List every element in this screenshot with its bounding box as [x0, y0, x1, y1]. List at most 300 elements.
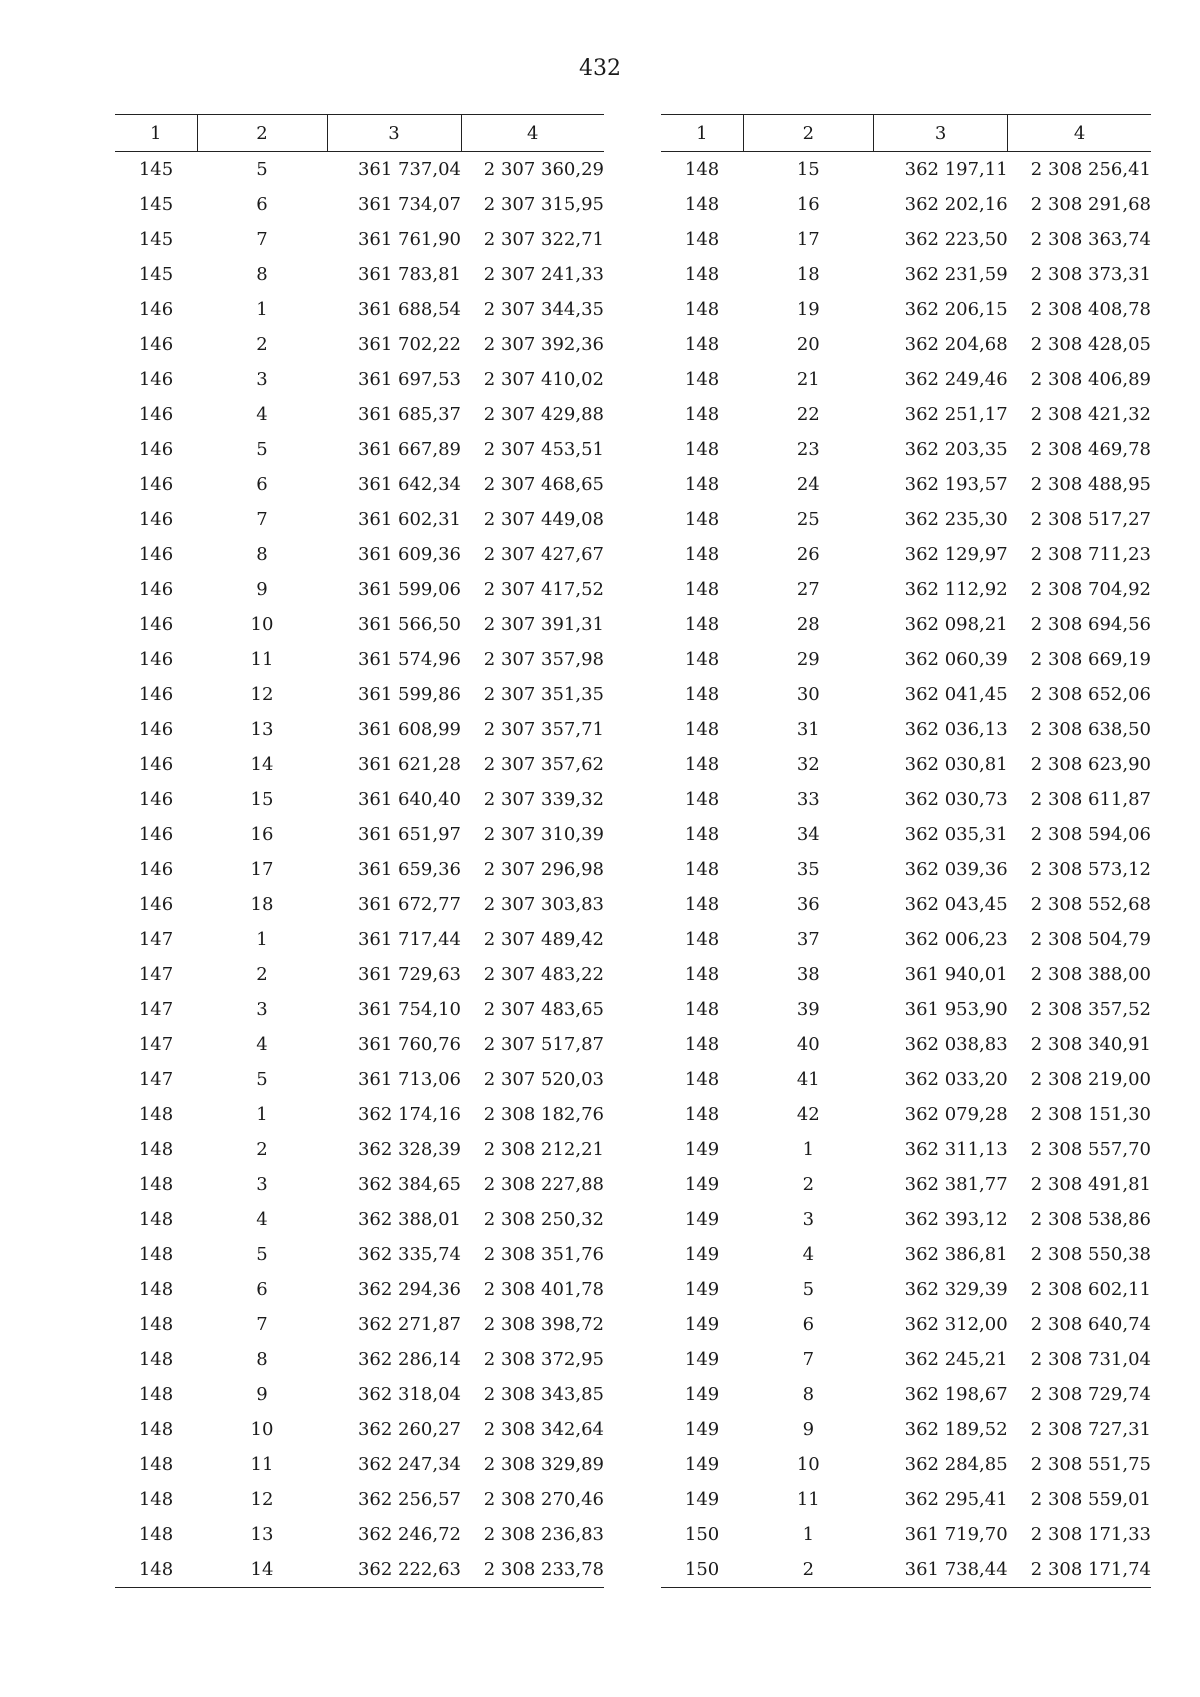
object-number-cell: 148: [684, 299, 720, 320]
table-row: [115, 642, 604, 677]
table-row: [115, 1097, 604, 1132]
table-row: [115, 1482, 604, 1517]
y-coordinate-cell: 2 308 602,11: [1030, 1279, 1151, 1300]
table-row: [115, 397, 604, 432]
object-number-cell: 149: [684, 1139, 720, 1160]
y-coordinate-cell: 2 307 429,88: [483, 404, 604, 425]
x-coordinate-cell: 362 249,46: [904, 369, 1008, 390]
x-coordinate-cell: 361 760,76: [357, 1034, 461, 1055]
object-number-cell: 146: [138, 789, 174, 810]
y-coordinate-cell: 2 307 357,71: [483, 719, 604, 740]
table-row: [115, 782, 604, 817]
y-coordinate-cell: 2 307 357,98: [483, 649, 604, 670]
object-number-cell: 147: [138, 1069, 174, 1090]
table-row: [115, 747, 604, 782]
x-coordinate-cell: 362 328,39: [357, 1139, 461, 1160]
point-number-cell: 21: [796, 369, 820, 390]
x-coordinate-cell: 362 247,34: [357, 1454, 461, 1475]
object-number-cell: 148: [684, 1069, 720, 1090]
object-number-cell: 150: [661, 1552, 743, 1588]
point-number-cell: 18: [796, 264, 820, 285]
y-coordinate-cell: 2 308 550,38: [1030, 1244, 1151, 1265]
y-coordinate-cell: 2 308 488,95: [1030, 474, 1151, 495]
table-row: [661, 957, 1151, 992]
point-number-cell: 4: [256, 404, 268, 425]
point-number-cell: 6: [256, 474, 268, 495]
object-number-cell: 149: [684, 1314, 720, 1335]
x-coordinate-cell: 362 318,04: [357, 1384, 461, 1405]
point-number-cell: 10: [250, 1419, 274, 1440]
table-row: [661, 642, 1151, 677]
x-coordinate-cell: 361 688,54: [357, 299, 461, 320]
y-coordinate-cell: 2 308 372,95: [483, 1349, 604, 1370]
x-coordinate-cell: 362 098,21: [904, 614, 1008, 635]
x-coordinate-cell: 362 198,67: [904, 1384, 1008, 1405]
y-coordinate-cell: 2 308 594,06: [1030, 824, 1151, 845]
x-coordinate-cell: 361 754,10: [357, 999, 461, 1020]
y-coordinate-cell: 2 308 421,32: [1030, 404, 1151, 425]
object-number-cell: 148: [684, 579, 720, 600]
x-coordinate-cell: 362 206,15: [904, 299, 1008, 320]
x-coordinate-cell: 361 734,07: [357, 194, 461, 215]
table-row: [661, 852, 1151, 887]
point-number-cell: 42: [796, 1104, 820, 1125]
x-coordinate-cell: 361 642,34: [357, 474, 461, 495]
y-coordinate-cell: 2 308 408,78: [1030, 299, 1151, 320]
point-number-cell: 2: [256, 964, 268, 985]
table-row: [661, 1097, 1151, 1132]
x-coordinate-cell: 362 030,81: [904, 754, 1008, 775]
point-number-cell: 28: [796, 614, 820, 635]
point-number-cell: 6: [256, 1279, 268, 1300]
object-number-cell: 148: [684, 894, 720, 915]
point-number-cell: 1: [256, 299, 268, 320]
y-coordinate-cell: 2 308 357,52: [1030, 999, 1151, 1020]
column-header-4: 4: [461, 115, 604, 152]
table-row: [115, 1552, 604, 1588]
y-coordinate-cell: 2 307 417,52: [483, 579, 604, 600]
object-number-cell: 146: [138, 369, 174, 390]
point-number-cell: 2: [743, 1552, 873, 1588]
object-number-cell: 148: [684, 754, 720, 775]
point-number-cell: 12: [250, 1489, 274, 1510]
y-coordinate-cell: 2 307 310,39: [483, 824, 604, 845]
object-number-cell: 148: [684, 264, 720, 285]
column-header-1: 1: [115, 115, 197, 152]
table-row: [115, 1447, 604, 1482]
x-coordinate-cell: 362 039,36: [904, 859, 1008, 880]
point-number-cell: 19: [796, 299, 820, 320]
y-coordinate-cell: 2 308 388,00: [1030, 964, 1151, 985]
y-coordinate-cell: 2 308 182,76: [483, 1104, 604, 1125]
object-number-cell: 148: [138, 1279, 174, 1300]
table-row: [115, 572, 604, 607]
x-coordinate-cell: 362 038,83: [904, 1034, 1008, 1055]
x-coordinate-cell: 362 174,16: [357, 1104, 461, 1125]
object-number-cell: 148: [684, 999, 720, 1020]
point-number-cell: 4: [802, 1244, 815, 1265]
point-number-cell: 14: [197, 1552, 327, 1588]
x-coordinate-cell: 361 783,81: [357, 264, 461, 285]
point-number-cell: 16: [250, 824, 274, 845]
point-number-cell: 9: [256, 579, 268, 600]
table-row: [115, 362, 604, 397]
point-number-cell: 40: [796, 1034, 820, 1055]
y-coordinate-cell: 2 308 171,33: [1030, 1524, 1151, 1545]
point-number-cell: 26: [796, 544, 820, 565]
object-number-cell: 148: [684, 1034, 720, 1055]
object-number-cell: 149: [684, 1209, 720, 1230]
table-row: [661, 887, 1151, 922]
point-number-cell: 11: [250, 1454, 274, 1475]
object-number-cell: 147: [138, 929, 174, 950]
point-number-cell: 5: [256, 159, 268, 180]
point-number-cell: 7: [802, 1349, 815, 1370]
x-coordinate-cell: 362 329,39: [904, 1279, 1008, 1300]
y-coordinate-cell: 2 308 517,27: [1030, 509, 1151, 530]
x-coordinate-cell: 362 060,39: [904, 649, 1008, 670]
table-row: [115, 957, 604, 992]
x-coordinate-cell: 361 659,36: [357, 859, 461, 880]
y-coordinate-cell: 2 307 339,32: [483, 789, 604, 810]
x-coordinate-cell: 362 384,65: [357, 1174, 461, 1195]
y-coordinate-cell: 2 307 517,87: [483, 1034, 604, 1055]
table-row: [115, 922, 604, 957]
point-number-cell: 8: [256, 544, 268, 565]
object-number-cell: 146: [138, 824, 174, 845]
table-row: [661, 1552, 1151, 1588]
point-number-cell: 14: [250, 754, 274, 775]
point-number-cell: 4: [256, 1034, 268, 1055]
point-number-cell: 13: [250, 1524, 274, 1545]
table-row: [661, 1342, 1151, 1377]
y-coordinate-cell: 2 308 236,83: [483, 1524, 604, 1545]
object-number-cell: 148: [138, 1244, 174, 1265]
point-number-cell: 3: [256, 1174, 268, 1195]
y-coordinate-cell: 2 308 729,74: [1030, 1384, 1151, 1405]
object-number-cell: 148: [684, 159, 720, 180]
object-number-cell: 148: [138, 1209, 174, 1230]
x-coordinate-cell: 362 335,74: [357, 1244, 461, 1265]
point-number-cell: 39: [796, 999, 820, 1020]
x-coordinate-cell: 361 602,31: [357, 509, 461, 530]
table-row: [115, 1272, 604, 1307]
table-row: [115, 1132, 604, 1167]
object-number-cell: 149: [684, 1419, 720, 1440]
x-coordinate-cell: 362 189,52: [904, 1419, 1008, 1440]
point-number-cell: 7: [256, 1314, 268, 1335]
y-coordinate-cell: 2 307 468,65: [483, 474, 604, 495]
y-coordinate-cell: 2 308 559,01: [1030, 1489, 1151, 1510]
object-number-cell: 146: [138, 719, 174, 740]
object-number-cell: 148: [138, 1524, 174, 1545]
table-body-left: [115, 152, 604, 1588]
x-coordinate-cell: 362 202,16: [904, 194, 1008, 215]
table-row: [661, 467, 1151, 502]
table-row: [115, 187, 604, 222]
x-coordinate-cell: 362 295,41: [904, 1489, 1008, 1510]
table-row: [661, 1237, 1151, 1272]
x-coordinate-cell: 361 953,90: [904, 999, 1008, 1020]
table-row: [661, 292, 1151, 327]
x-coordinate-cell: 361 608,99: [357, 719, 461, 740]
table-header-row: [115, 115, 604, 152]
y-coordinate-cell: 2 307 296,98: [483, 859, 604, 880]
object-number-cell: 148: [115, 1552, 197, 1588]
point-number-cell: 3: [256, 369, 268, 390]
y-coordinate-cell: 2 307 344,35: [483, 299, 604, 320]
object-number-cell: 149: [684, 1454, 720, 1475]
object-number-cell: 148: [138, 1384, 174, 1405]
table-row: [661, 397, 1151, 432]
table-row: [661, 257, 1151, 292]
object-number-cell: 148: [684, 824, 720, 845]
table-row: [115, 677, 604, 712]
point-number-cell: 33: [796, 789, 820, 810]
table-row: [115, 1412, 604, 1447]
y-coordinate-cell: 2 308 638,50: [1030, 719, 1151, 740]
table-row: [115, 712, 604, 747]
x-coordinate-cell: 362 203,35: [904, 439, 1008, 460]
table-row: [661, 1062, 1151, 1097]
table-row: [661, 327, 1151, 362]
table-row: [661, 502, 1151, 537]
point-number-cell: 8: [256, 1349, 268, 1370]
x-coordinate-cell: 362 312,00: [904, 1314, 1008, 1335]
table-row: [661, 572, 1151, 607]
x-coordinate-cell: 361 672,77: [357, 894, 461, 915]
point-number-cell: 30: [796, 684, 820, 705]
table-row: [115, 607, 604, 642]
x-coordinate-cell: 362 231,59: [904, 264, 1008, 285]
x-coordinate-cell: 362 112,92: [904, 579, 1008, 600]
point-number-cell: 8: [802, 1384, 815, 1405]
point-number-cell: 2: [256, 334, 268, 355]
point-number-cell: 1: [256, 1104, 268, 1125]
object-number-cell: 146: [138, 649, 174, 670]
object-number-cell: 148: [138, 1454, 174, 1475]
x-coordinate-cell: 362 294,36: [357, 1279, 461, 1300]
x-coordinate-cell: 362 129,97: [904, 544, 1008, 565]
point-number-cell: 27: [796, 579, 820, 600]
point-number-cell: 5: [256, 439, 268, 460]
y-coordinate-cell: 2 308 171,74: [1008, 1552, 1151, 1588]
object-number-cell: 149: [684, 1489, 720, 1510]
object-number-cell: 148: [684, 474, 720, 495]
table-row: [115, 257, 604, 292]
y-coordinate-cell: 2 307 391,31: [483, 614, 604, 635]
table-row: [115, 817, 604, 852]
y-coordinate-cell: 2 308 704,92: [1030, 579, 1151, 600]
y-coordinate-cell: 2 308 363,74: [1030, 229, 1151, 250]
y-coordinate-cell: 2 308 343,85: [483, 1384, 604, 1405]
y-coordinate-cell: 2 308 219,00: [1030, 1069, 1151, 1090]
object-number-cell: 146: [138, 544, 174, 565]
object-number-cell: 147: [138, 1034, 174, 1055]
x-coordinate-cell: 361 940,01: [904, 964, 1008, 985]
y-coordinate-cell: 2 307 322,71: [483, 229, 604, 250]
x-coordinate-cell: 362 222,63: [327, 1552, 461, 1588]
object-number-cell: 146: [138, 299, 174, 320]
object-number-cell: 146: [138, 439, 174, 460]
table-row: [661, 607, 1151, 642]
table-row: [661, 1482, 1151, 1517]
object-number-cell: 146: [138, 509, 174, 530]
x-coordinate-cell: 362 033,20: [904, 1069, 1008, 1090]
x-coordinate-cell: 361 640,40: [357, 789, 461, 810]
y-coordinate-cell: 2 308 551,75: [1030, 1454, 1151, 1475]
y-coordinate-cell: 2 308 401,78: [483, 1279, 604, 1300]
table-row: [115, 887, 604, 922]
y-coordinate-cell: 2 308 731,04: [1030, 1349, 1151, 1370]
table-row: [661, 1447, 1151, 1482]
x-coordinate-cell: 362 260,27: [357, 1419, 461, 1440]
point-number-cell: 8: [256, 264, 268, 285]
object-number-cell: 148: [684, 684, 720, 705]
table-row: [115, 1342, 604, 1377]
object-number-cell: 146: [138, 579, 174, 600]
point-number-cell: 6: [256, 194, 268, 215]
object-number-cell: 145: [138, 229, 174, 250]
x-coordinate-cell: 362 036,13: [904, 719, 1008, 740]
point-number-cell: 29: [796, 649, 820, 670]
y-coordinate-cell: 2 308 469,78: [1030, 439, 1151, 460]
object-number-cell: 149: [684, 1174, 720, 1195]
table-row: [115, 1307, 604, 1342]
object-number-cell: 145: [138, 264, 174, 285]
table-row: [115, 222, 604, 257]
y-coordinate-cell: 2 308 504,79: [1030, 929, 1151, 950]
x-coordinate-cell: 361 717,44: [357, 929, 461, 950]
object-number-cell: 145: [138, 159, 174, 180]
point-number-cell: 1: [256, 929, 268, 950]
y-coordinate-cell: 2 307 489,42: [483, 929, 604, 950]
point-number-cell: 5: [256, 1069, 268, 1090]
x-coordinate-cell: 362 035,31: [904, 824, 1008, 845]
point-number-cell: 41: [796, 1069, 820, 1090]
y-coordinate-cell: 2 308 406,89: [1030, 369, 1151, 390]
object-number-cell: 148: [138, 1489, 174, 1510]
x-coordinate-cell: 361 599,86: [357, 684, 461, 705]
y-coordinate-cell: 2 307 483,22: [483, 964, 604, 985]
y-coordinate-cell: 2 307 453,51: [483, 439, 604, 460]
object-number-cell: 146: [138, 684, 174, 705]
object-number-cell: 148: [684, 789, 720, 810]
y-coordinate-cell: 2 308 640,74: [1030, 1314, 1151, 1335]
column-header-2: 2: [197, 115, 327, 152]
y-coordinate-cell: 2 307 357,62: [483, 754, 604, 775]
object-number-cell: 148: [684, 929, 720, 950]
x-coordinate-cell: 361 667,89: [357, 439, 461, 460]
object-number-cell: 148: [684, 194, 720, 215]
table-row: [661, 1517, 1151, 1552]
y-coordinate-cell: 2 307 392,36: [483, 334, 604, 355]
table-row: [661, 747, 1151, 782]
object-number-cell: 148: [684, 439, 720, 460]
point-number-cell: 38: [796, 964, 820, 985]
y-coordinate-cell: 2 308 727,31: [1030, 1419, 1151, 1440]
x-coordinate-cell: 362 246,72: [357, 1524, 461, 1545]
y-coordinate-cell: 2 307 360,29: [483, 159, 604, 180]
x-coordinate-cell: 361 738,44: [873, 1552, 1007, 1588]
x-coordinate-cell: 362 235,30: [904, 509, 1008, 530]
column-header-3: 3: [327, 115, 461, 152]
x-coordinate-cell: 361 729,63: [357, 964, 461, 985]
point-number-cell: 3: [802, 1209, 815, 1230]
x-coordinate-cell: 362 006,23: [904, 929, 1008, 950]
object-number-cell: 146: [138, 859, 174, 880]
object-number-cell: 148: [138, 1104, 174, 1125]
x-coordinate-cell: 362 030,73: [904, 789, 1008, 810]
table-row: [115, 327, 604, 362]
object-number-cell: 146: [138, 894, 174, 915]
table-row: [661, 1377, 1151, 1412]
y-coordinate-cell: 2 307 483,65: [483, 999, 604, 1020]
point-number-cell: 4: [256, 1209, 268, 1230]
table-row: [115, 502, 604, 537]
point-number-cell: 7: [256, 509, 268, 530]
y-coordinate-cell: 2 308 329,89: [483, 1454, 604, 1475]
point-number-cell: 20: [796, 334, 820, 355]
point-number-cell: 37: [796, 929, 820, 950]
y-coordinate-cell: 2 308 151,30: [1030, 1104, 1151, 1125]
object-number-cell: 148: [684, 1104, 720, 1125]
point-number-cell: 9: [256, 1384, 268, 1405]
column-header-2: 2: [743, 115, 873, 152]
x-coordinate-cell: 362 393,12: [904, 1209, 1008, 1230]
x-coordinate-cell: 362 271,87: [357, 1314, 461, 1335]
table-row: [661, 1167, 1151, 1202]
object-number-cell: 148: [684, 859, 720, 880]
point-number-cell: 17: [796, 229, 820, 250]
y-coordinate-cell: 2 308 557,70: [1030, 1139, 1151, 1160]
table-row: [661, 1412, 1151, 1447]
y-coordinate-cell: 2 307 520,03: [483, 1069, 604, 1090]
point-number-cell: 13: [250, 719, 274, 740]
point-number-cell: 2: [802, 1174, 815, 1195]
table-row: [115, 432, 604, 467]
y-coordinate-cell: 2 308 233,78: [461, 1552, 604, 1588]
y-coordinate-cell: 2 308 652,06: [1030, 684, 1151, 705]
y-coordinate-cell: 2 308 340,91: [1030, 1034, 1151, 1055]
x-coordinate-cell: 362 388,01: [357, 1209, 461, 1230]
point-number-cell: 6: [802, 1314, 815, 1335]
table-row: [661, 1027, 1151, 1062]
x-coordinate-cell: 361 713,06: [357, 1069, 461, 1090]
y-coordinate-cell: 2 307 449,08: [483, 509, 604, 530]
table-row: [661, 712, 1151, 747]
y-coordinate-cell: 2 308 611,87: [1030, 789, 1151, 810]
table-row: [115, 1167, 604, 1202]
object-number-cell: 148: [684, 404, 720, 425]
object-number-cell: 146: [138, 754, 174, 775]
object-number-cell: 146: [138, 334, 174, 355]
x-coordinate-cell: 362 284,85: [904, 1454, 1008, 1475]
x-coordinate-cell: 362 381,77: [904, 1174, 1008, 1195]
x-coordinate-cell: 361 737,04: [357, 159, 461, 180]
y-coordinate-cell: 2 308 669,19: [1030, 649, 1151, 670]
object-number-cell: 148: [138, 1419, 174, 1440]
object-number-cell: 148: [684, 544, 720, 565]
object-number-cell: 146: [138, 474, 174, 495]
object-number-cell: 148: [684, 334, 720, 355]
point-number-cell: 15: [250, 789, 274, 810]
table-row: [115, 1062, 604, 1097]
coordinates-table-right: [661, 114, 1151, 1588]
point-number-cell: 12: [250, 684, 274, 705]
table-row: [661, 432, 1151, 467]
table-row: [661, 222, 1151, 257]
